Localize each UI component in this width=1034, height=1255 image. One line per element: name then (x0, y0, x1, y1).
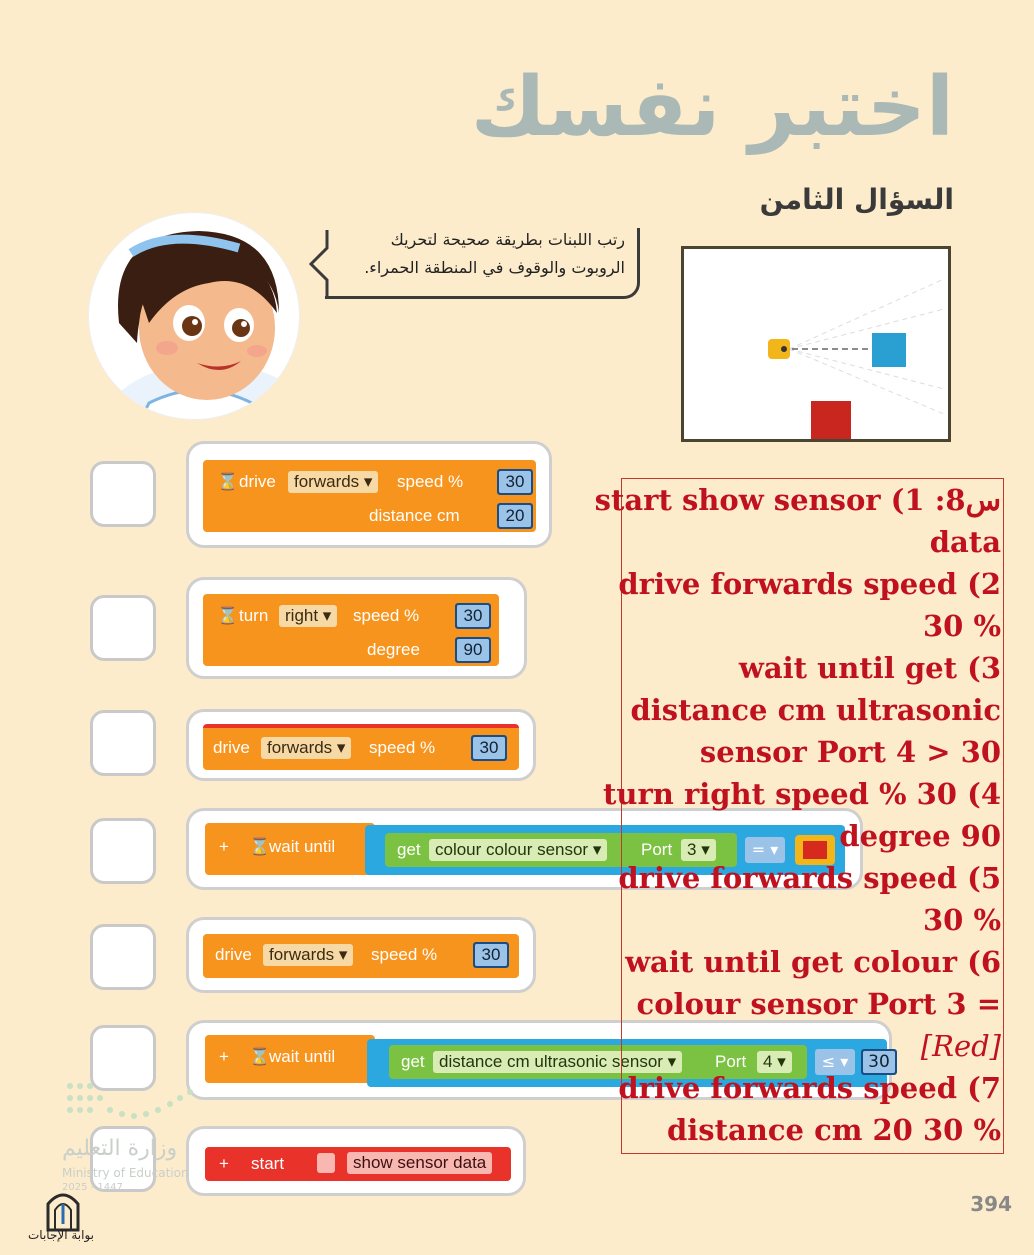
hourglass-icon: ⌛ (217, 472, 239, 491)
blue-box (872, 333, 906, 367)
port-label: Port (715, 1052, 747, 1071)
page-title: اختبر نفسك (470, 60, 954, 155)
direction-dropdown[interactable]: forwards ▾ (288, 471, 378, 493)
distance-label: distance cm (369, 506, 460, 525)
answer-line: 5) drive forwards speed (618, 861, 1001, 895)
girl-illustration (89, 213, 299, 419)
answer-line: distance cm ultrasonic (630, 693, 1001, 727)
checkbox-icon[interactable] (317, 1153, 335, 1173)
answer-line: 4) turn right speed % 30 (603, 777, 1001, 811)
speed-value[interactable]: 30 (497, 469, 533, 495)
code-block-card-7[interactable] (186, 1126, 526, 1196)
direction-dropdown[interactable]: right ▾ (279, 605, 337, 627)
plus-icon[interactable]: + (219, 1047, 229, 1066)
order-box-3[interactable] (90, 710, 156, 776)
direction-dropdown[interactable]: forwards ▾ (261, 737, 351, 759)
block-label: drive (239, 472, 276, 491)
drive-block[interactable] (203, 724, 519, 770)
moe-year: 2025 - 1447 (62, 1182, 123, 1193)
arena-drawing (684, 249, 948, 439)
instruction-text (335, 226, 625, 282)
answer-line: س8: 1) start show sensor (594, 483, 1001, 517)
order-box-5[interactable] (90, 924, 156, 990)
get-label: get (401, 1052, 425, 1071)
hourglass-icon: ⌛ (249, 837, 271, 856)
plus-icon[interactable]: + (219, 1154, 229, 1173)
instruction-line-1: رتب اللبنات بطريقة صحيحة لتحريك (390, 230, 625, 249)
speed-label: speed % (369, 738, 436, 757)
site-name: بوابة الإجابات (28, 1228, 95, 1242)
code-block-card-3[interactable] (186, 709, 536, 781)
moe-arabic: وزارة التعليم (62, 1136, 178, 1161)
moe-dots-logo (62, 1078, 202, 1122)
drive-block[interactable] (203, 934, 519, 978)
degree-label: degree (367, 640, 420, 659)
answer-line: degree 90 (839, 819, 1001, 853)
start-block[interactable] (205, 1147, 511, 1181)
turn-block[interactable] (203, 594, 499, 666)
order-box-1[interactable] (90, 461, 156, 527)
speed-label: speed % (371, 945, 438, 964)
plus-icon[interactable]: + (219, 837, 229, 856)
block-label: drive (213, 738, 250, 757)
answer-line: 7) drive forwards speed (618, 1071, 1001, 1105)
answer-line: data (929, 525, 1001, 559)
answer-line: sensor Port 4 > 30 (699, 735, 1001, 769)
code-block-card-2[interactable] (186, 577, 527, 679)
wait-until-block[interactable] (205, 823, 375, 875)
answer-line: 3) wait until get (738, 651, 1001, 685)
distance-value[interactable]: 20 (497, 503, 533, 529)
student-avatar (88, 212, 300, 420)
operator-dropdown[interactable]: ≤ ▾ (815, 1049, 855, 1075)
instruction-line-2: الروبوت والوقوف في المنطقة الحمراء. (364, 258, 625, 277)
order-box-4[interactable] (90, 818, 156, 884)
sensor-dropdown[interactable]: colour colour sensor ▾ (429, 839, 607, 861)
direction-dropdown[interactable]: forwards ▾ (263, 944, 353, 966)
answer-line: 6) wait until get colour (625, 945, 1001, 979)
distance-threshold[interactable]: 30 (861, 1049, 897, 1075)
code-block-card-5[interactable] (186, 917, 536, 993)
block-label: wait until (269, 837, 336, 856)
site-logo (40, 1186, 86, 1232)
answer-line: 2) drive forwards speed (618, 567, 1001, 601)
answer-line: % 30 distance cm 20 (666, 1113, 1001, 1147)
hourglass-icon: ⌛ (217, 606, 239, 625)
drive-block[interactable] (203, 460, 536, 532)
order-box-2[interactable] (90, 595, 156, 661)
answer-line: % 30 (922, 609, 1001, 643)
speed-label: speed % (353, 606, 420, 625)
block-label: wait until (269, 1047, 336, 1066)
question-heading: السؤال الثامن (759, 183, 954, 216)
port-dropdown[interactable]: 4 ▾ (757, 1051, 792, 1073)
answer-line: % 30 (922, 903, 1001, 937)
speed-value[interactable]: 30 (471, 735, 507, 761)
degree-value[interactable]: 90 (455, 637, 491, 663)
wait-until-block[interactable] (205, 1035, 375, 1083)
answer-line: [Red] (920, 1029, 1001, 1063)
answer-box (594, 478, 1004, 1154)
hourglass-icon: ⌛ (249, 1047, 271, 1066)
speed-value[interactable]: 30 (473, 942, 509, 968)
port-dropdown[interactable]: 3 ▾ (681, 839, 716, 861)
speed-value[interactable]: 30 (455, 603, 491, 629)
moe-english: Ministry of Education (62, 1166, 189, 1180)
block-label: turn (239, 606, 269, 625)
action-label: show sensor data (347, 1152, 492, 1174)
port-label: Port (641, 840, 673, 859)
answer-line: = colour sensor Port 3 (636, 987, 1001, 1021)
code-block-card-1[interactable] (186, 441, 552, 548)
red-zone (811, 401, 851, 439)
get-label: get (397, 840, 421, 859)
page-number: 394 (970, 1192, 1012, 1216)
operator-dropdown[interactable]: = ▾ (745, 837, 785, 863)
block-label: drive (215, 945, 252, 964)
block-label: start (251, 1154, 285, 1173)
robot-arena (681, 246, 951, 442)
speed-label: speed % (397, 472, 464, 491)
sensor-dropdown[interactable]: distance cm ultrasonic sensor ▾ (433, 1051, 682, 1073)
